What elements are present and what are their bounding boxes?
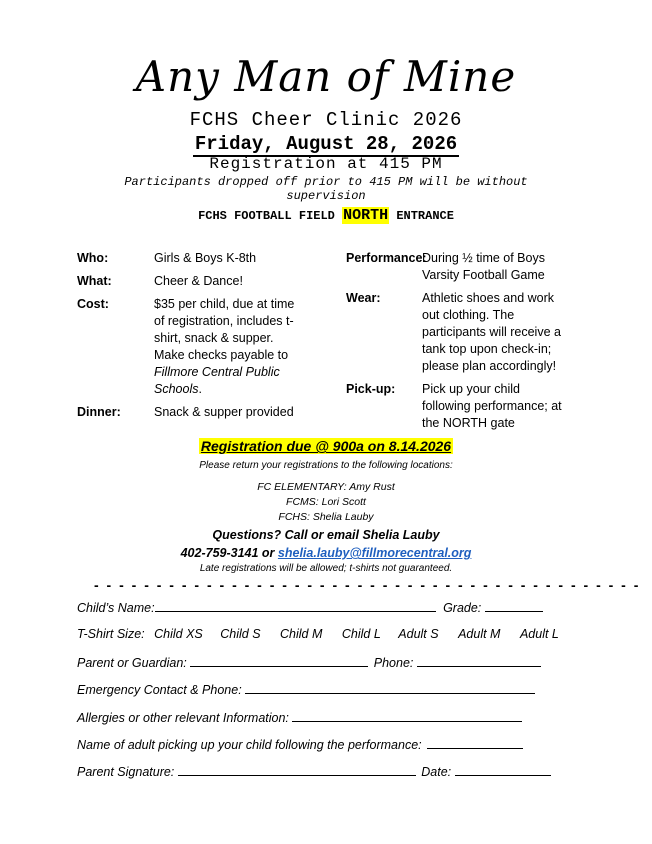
- dropoff-note: [100, 175, 552, 203]
- pickup-adult-row: [77, 736, 523, 752]
- dinner-value: Snack & supper provided: [154, 405, 294, 419]
- dropoff-note-line1: Participants dropped off prior to 415 PM will be without: [124, 175, 528, 189]
- field-before: FCHS FOOTBALL FIELD: [198, 209, 335, 223]
- flyer-title: Any Man of Mine: [135, 52, 517, 101]
- size-option[interactable]: Child S: [220, 627, 261, 641]
- wear-line: participants will receive a: [422, 325, 561, 339]
- cost-payee-italic: Schools: [154, 382, 199, 396]
- cost-value: [154, 296, 324, 398]
- phone-field[interactable]: [417, 654, 541, 667]
- emergency-field[interactable]: [245, 681, 535, 694]
- late-note: Late registrations will be allowed; t-shirts not guaranteed.: [199, 563, 453, 574]
- cost-payee: Fillmore Central Public: [154, 365, 280, 379]
- cost-period: .: [198, 382, 202, 396]
- wear-value: [422, 290, 592, 375]
- size-option[interactable]: Adult L: [519, 627, 559, 641]
- allergies-row: [77, 709, 522, 725]
- child-name-label: Child’s Name:: [77, 601, 155, 615]
- contact-line: [0, 546, 652, 560]
- allergies-label: Allergies or other relevant Information:: [77, 711, 289, 725]
- cost-line: $35 per child, due at time: [154, 297, 295, 311]
- cost-line: shirt, snack & supper.: [154, 331, 274, 345]
- parent-label: Parent or Guardian:: [77, 656, 187, 670]
- tshirt-label: T-Shirt Size:: [77, 627, 145, 641]
- location-hs: FCHS: Shelia Lauby: [278, 511, 374, 523]
- emergency-row: [77, 681, 535, 697]
- performance-line: During ½ time of Boys: [422, 251, 545, 265]
- what-label: What:: [77, 274, 112, 288]
- signature-row: [77, 763, 551, 779]
- cost-line: of registration, includes t-: [154, 314, 294, 328]
- questions-line: Questions? Call or email Shelia Lauby: [212, 528, 440, 542]
- contact-phone: 402-759-3141 or: [180, 546, 275, 560]
- cost-line: Make checks payable to: [154, 348, 289, 362]
- what-value: Cheer & Dance!: [154, 274, 243, 288]
- pickup-adult-label: Name of adult picking up your child following the performance:: [77, 738, 422, 752]
- allergies-field[interactable]: [292, 709, 522, 722]
- registration-time: Registration at 415 PM: [209, 155, 443, 173]
- child-name-field[interactable]: [155, 599, 436, 612]
- field-highlight: NORTH: [343, 207, 389, 224]
- grade-field[interactable]: [485, 599, 543, 612]
- wear-line: Athletic shoes and work: [422, 291, 555, 305]
- pickup-line: the NORTH gate: [422, 416, 515, 430]
- wear-line: please plan accordingly!: [422, 359, 557, 373]
- pickup-line: following performance; at: [422, 399, 562, 413]
- clinic-name: FCHS Cheer Clinic 2026: [189, 109, 463, 131]
- dropoff-note-line2: supervision: [286, 189, 366, 203]
- grade-label: Grade:: [443, 601, 482, 615]
- cost-payee-last: [154, 381, 324, 398]
- performance-line: Varsity Football Game: [422, 268, 545, 282]
- parent-field[interactable]: [190, 654, 368, 667]
- registration-due: [0, 438, 652, 454]
- signature-field[interactable]: [178, 763, 416, 776]
- pickup-line: Pick up your child: [422, 382, 520, 396]
- child-name-row: [77, 599, 543, 615]
- return-note: Please return your registrations to the following locations:: [199, 460, 453, 471]
- tshirt-row: [77, 627, 559, 641]
- pickup-label: Pick-up:: [346, 382, 396, 396]
- pickup-adult-field[interactable]: [427, 736, 523, 749]
- event-date: [0, 133, 652, 155]
- date-label: Date:: [421, 765, 452, 779]
- parent-row: [77, 654, 541, 670]
- event-date-text: Friday, August 28, 2026: [194, 133, 458, 155]
- who-label: Who:: [77, 251, 109, 265]
- size-option[interactable]: Child M: [280, 627, 323, 641]
- date-field[interactable]: [455, 763, 551, 776]
- field-entrance: [0, 207, 652, 224]
- pickup-value: [422, 381, 597, 432]
- location-ms: FCMS: Lori Scott: [286, 496, 366, 508]
- registration-due-text: Registration due @ 900a on 8.14.2026: [200, 438, 452, 454]
- location-elementary: FC ELEMENTARY: Amy Rust: [257, 481, 395, 493]
- wear-line: tank top upon check-in;: [422, 342, 552, 356]
- phone-label: Phone:: [373, 656, 414, 670]
- performance-value: [422, 250, 592, 284]
- cost-label: Cost:: [77, 297, 109, 311]
- emergency-label: Emergency Contact & Phone:: [77, 683, 242, 697]
- size-option[interactable]: Adult S: [398, 627, 439, 641]
- wear-label: Wear:: [346, 291, 381, 305]
- size-option[interactable]: Child XS: [154, 627, 203, 641]
- size-option[interactable]: Child L: [341, 627, 381, 641]
- performance-label: Performance:: [346, 251, 427, 265]
- field-after: ENTRANCE: [396, 209, 454, 223]
- dinner-label: Dinner:: [77, 405, 121, 419]
- signature-label: Parent Signature:: [77, 765, 175, 779]
- contact-email-link[interactable]: shelia.lauby@fillmorecentral.org: [277, 546, 472, 560]
- cut-line-divider: - - - - - - - - - - - - - - - - - - - - - - - - - - - - - - - - - - - - - - - - - - - -: [94, 577, 641, 593]
- size-option[interactable]: Adult M: [458, 627, 501, 641]
- wear-line: out clothing. The: [422, 308, 515, 322]
- who-value: Girls & Boys K-8th: [154, 251, 257, 265]
